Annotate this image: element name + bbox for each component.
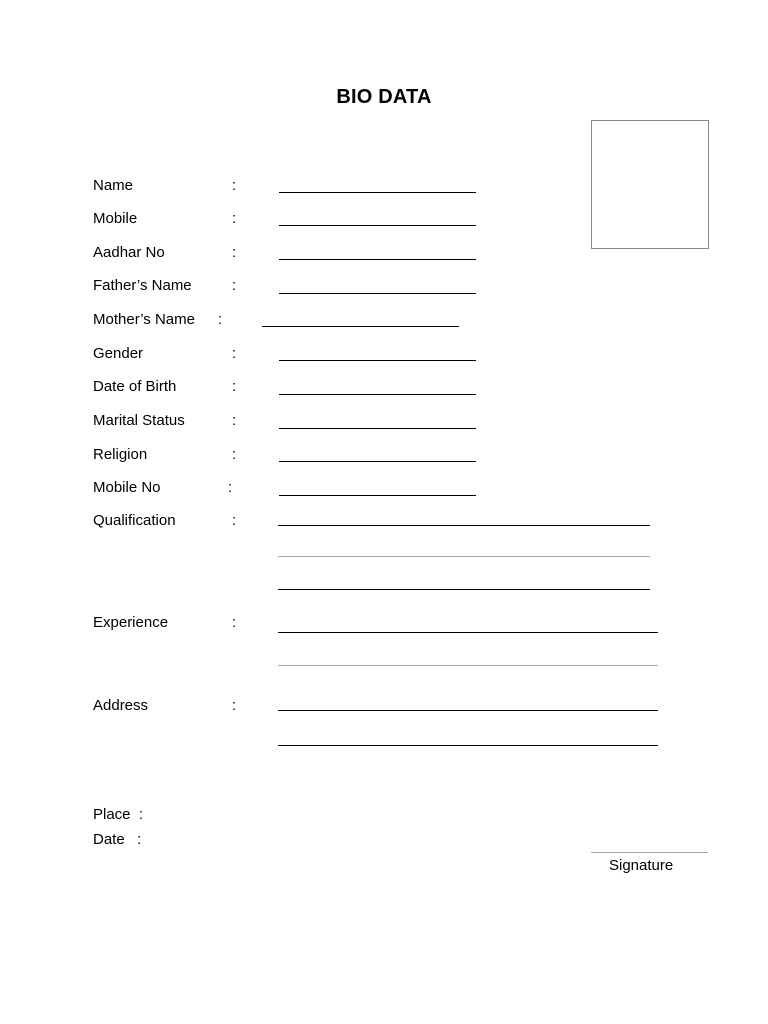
field-label-mobile: Mobile (93, 210, 138, 227)
field-colon-mobile: : (232, 210, 237, 227)
field-colon-aadhar-no: : (232, 244, 237, 261)
field-colon-date-of-birth: : (232, 378, 237, 395)
address-input-line-1[interactable] (278, 710, 658, 711)
name-input-line[interactable] (279, 192, 476, 193)
field-colon-qualification: : (232, 512, 237, 529)
address-input-line-2[interactable] (278, 745, 658, 746)
field-colon-marital-status: : (232, 412, 237, 429)
qualification-input-line-2[interactable] (278, 556, 650, 557)
field-label-fathers-name: Father’s Name (93, 277, 192, 294)
field-label-date-of-birth: Date of Birth (93, 378, 177, 395)
field-colon-religion: : (232, 446, 237, 463)
field-label-religion: Religion (93, 446, 148, 463)
fathers-name-input-line[interactable] (279, 293, 476, 294)
field-label-address: Address (93, 697, 149, 714)
field-label-name: Name (93, 177, 134, 194)
aadhar-no-input-line[interactable] (279, 259, 476, 260)
date-label: Date : (93, 831, 142, 848)
place-label: Place : (93, 806, 144, 823)
field-colon-name: : (232, 177, 237, 194)
mobile-input-line[interactable] (279, 225, 476, 226)
date-of-birth-input-line[interactable] (279, 394, 476, 395)
signature-line[interactable] (591, 852, 708, 853)
signature-label: Signature (609, 857, 674, 874)
experience-input-line-2[interactable] (278, 665, 658, 666)
field-colon-address: : (232, 697, 237, 714)
marital-status-input-line[interactable] (279, 428, 476, 429)
field-colon-experience: : (232, 614, 237, 631)
field-colon-mobile-no: : (228, 479, 233, 496)
page-title: BIO DATA (336, 86, 432, 108)
qualification-input-line-3[interactable] (278, 589, 650, 590)
gender-input-line[interactable] (279, 360, 476, 361)
field-label-aadhar-no: Aadhar No (93, 244, 165, 261)
mothers-name-input-line[interactable] (262, 326, 459, 327)
qualification-input-line-1[interactable] (278, 525, 650, 526)
field-label-qualification: Qualification (93, 512, 176, 529)
experience-input-line-1[interactable] (278, 632, 658, 633)
field-label-mothers-name: Mother’s Name (93, 311, 195, 328)
photo-placeholder-box (591, 120, 709, 249)
field-label-gender: Gender (93, 345, 144, 362)
field-label-mobile-no: Mobile No (93, 479, 161, 496)
religion-input-line[interactable] (279, 461, 476, 462)
field-colon-gender: : (232, 345, 237, 362)
field-colon-fathers-name: : (232, 277, 237, 294)
mobile-no-input-line[interactable] (279, 495, 476, 496)
field-label-marital-status: Marital Status (93, 412, 185, 429)
field-colon-mothers-name: : (218, 311, 223, 328)
field-label-experience: Experience (93, 614, 169, 631)
